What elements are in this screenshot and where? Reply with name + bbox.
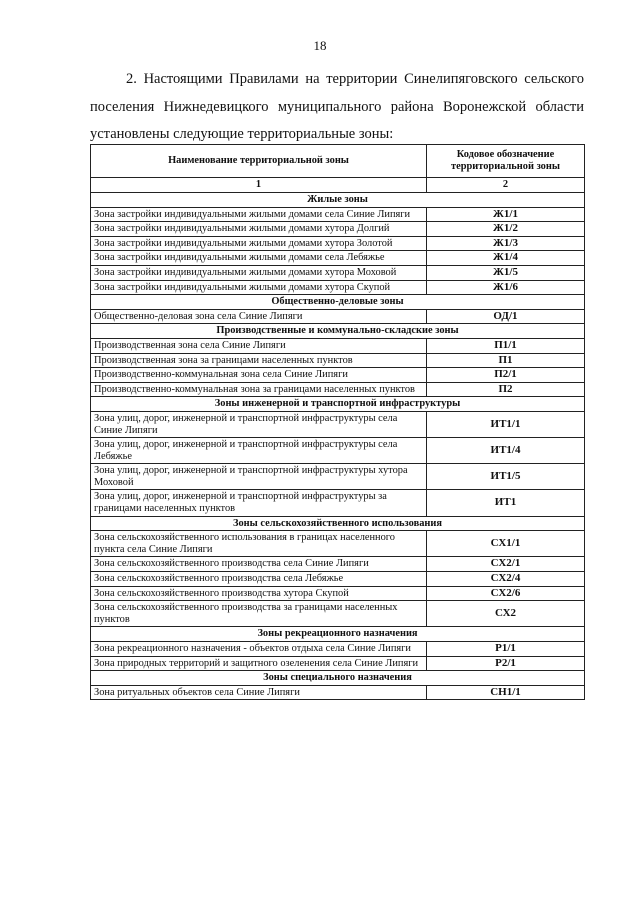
zone-code: СХ2/1 bbox=[427, 557, 585, 572]
section-title: Зоны сельскохозяйственного использования bbox=[91, 516, 585, 531]
zone-code: Ж1/5 bbox=[427, 265, 585, 280]
column-number-1: 1 bbox=[91, 178, 427, 193]
section-row bbox=[91, 193, 585, 208]
zone-code: Р1/1 bbox=[427, 642, 585, 657]
zone-name: Зона ритуальных объектов села Синие Липяги bbox=[91, 685, 427, 700]
zone-name: Зона застройки индивидуальными жилыми домами хутора Скупой bbox=[91, 280, 427, 295]
table-row bbox=[91, 572, 585, 587]
zone-name: Зона улиц, дорог, инженерной и транспортной инфраструктуры хутора Моховой bbox=[91, 464, 427, 490]
section-title: Общественно-деловые зоны bbox=[91, 295, 585, 310]
table-row bbox=[91, 411, 585, 437]
zone-name: Производственная зона за границами населенных пунктов bbox=[91, 353, 427, 368]
table-row bbox=[91, 464, 585, 490]
zone-name: Зона застройки индивидуальными жилыми домами хутора Моховой bbox=[91, 265, 427, 280]
table-row bbox=[91, 557, 585, 572]
table-row bbox=[91, 236, 585, 251]
zone-code: СН1/1 bbox=[427, 685, 585, 700]
zone-name: Зона застройки индивидуальными жилыми домами хутора Долгий bbox=[91, 222, 427, 237]
table-header-row bbox=[91, 145, 585, 178]
zone-code: ОД/1 bbox=[427, 309, 585, 324]
table-row bbox=[91, 382, 585, 397]
table-row bbox=[91, 280, 585, 295]
table-row bbox=[91, 656, 585, 671]
zone-name: Производственно-коммунальная зона села Синие Липяги bbox=[91, 368, 427, 383]
table-row bbox=[91, 642, 585, 657]
zone-code: Р2/1 bbox=[427, 656, 585, 671]
zone-code: Ж1/2 bbox=[427, 222, 585, 237]
section-title: Жилые зоны bbox=[91, 193, 585, 208]
section-title: Зоны инженерной и транспортной инфраструктуры bbox=[91, 397, 585, 412]
zone-name: Зона природных территорий и защитного озеленения села Синие Липяги bbox=[91, 656, 427, 671]
zones-table-body bbox=[91, 193, 585, 700]
zone-name: Зона застройки индивидуальными жилыми домами села Синие Липяги bbox=[91, 207, 427, 222]
table-row bbox=[91, 207, 585, 222]
zone-code: П1 bbox=[427, 353, 585, 368]
table-row bbox=[91, 586, 585, 601]
intro-paragraph bbox=[90, 66, 584, 149]
header-zone-code: Кодовое обозначение территориальной зоны bbox=[427, 145, 585, 178]
zone-code: Ж1/3 bbox=[427, 236, 585, 251]
zone-name: Зона сельскохозяйственного производства села Лебяжье bbox=[91, 572, 427, 587]
section-row bbox=[91, 295, 585, 310]
zone-name: Зона застройки индивидуальными жилыми домами хутора Золотой bbox=[91, 236, 427, 251]
zone-code: ИТ1 bbox=[427, 490, 585, 516]
column-number-2: 2 bbox=[427, 178, 585, 193]
page-number: 18 bbox=[313, 38, 327, 53]
section-title: Производственные и коммунально-складские зоны bbox=[91, 324, 585, 339]
zone-code: Ж1/1 bbox=[427, 207, 585, 222]
section-title: Зоны рекреационного назначения bbox=[91, 627, 585, 642]
zone-name: Зона сельскохозяйственного использования в границах населенного пункта села Синие Липяги bbox=[91, 531, 427, 557]
zone-name: Общественно-деловая зона села Синие Липяги bbox=[91, 309, 427, 324]
table-row bbox=[91, 685, 585, 700]
zone-code: ИТ1/4 bbox=[427, 438, 585, 464]
zone-name: Зона улиц, дорог, инженерной и транспортной инфраструктуры за границами населенных пунктов bbox=[91, 490, 427, 516]
table-row bbox=[91, 601, 585, 627]
intro-text: 2. Настоящими Правилами на территории Синелипяговского сельского поселения Нижнедевицкого муниципального района Воронежской области установлены следующие территориальные зоны: bbox=[90, 71, 584, 142]
table-row bbox=[91, 309, 585, 324]
section-row bbox=[91, 397, 585, 412]
table-row bbox=[91, 338, 585, 353]
header-zone-name: Наименование территориальной зоны bbox=[91, 145, 427, 178]
zones-table bbox=[90, 144, 585, 700]
zone-name: Зона сельскохозяйственного производства за границами населенных пунктов bbox=[91, 601, 427, 627]
table-row bbox=[91, 353, 585, 368]
zone-name: Зона улиц, дорог, инженерной и транспортной инфраструктуры села Синие Липяги bbox=[91, 411, 427, 437]
section-row bbox=[91, 324, 585, 339]
zone-code: Ж1/4 bbox=[427, 251, 585, 266]
section-row bbox=[91, 671, 585, 686]
table-row bbox=[91, 490, 585, 516]
zone-name: Зона застройки индивидуальными жилыми домами села Лебяжье bbox=[91, 251, 427, 266]
zone-code: СХ2 bbox=[427, 601, 585, 627]
zone-name: Производственно-коммунальная зона за границами населенных пунктов bbox=[91, 382, 427, 397]
zone-code: ИТ1/5 bbox=[427, 464, 585, 490]
table-row bbox=[91, 438, 585, 464]
zone-name: Зона рекреационного назначения - объектов отдыха села Синие Липяги bbox=[91, 642, 427, 657]
zone-code: СХ2/4 bbox=[427, 572, 585, 587]
zone-code: ИТ1/1 bbox=[427, 411, 585, 437]
section-title: Зоны специального назначения bbox=[91, 671, 585, 686]
table-row bbox=[91, 368, 585, 383]
zone-code: П2/1 bbox=[427, 368, 585, 383]
zone-code: П1/1 bbox=[427, 338, 585, 353]
table-row bbox=[91, 222, 585, 237]
table-row bbox=[91, 265, 585, 280]
zone-code: СХ2/6 bbox=[427, 586, 585, 601]
zone-code: Ж1/6 bbox=[427, 280, 585, 295]
zone-name: Производственная зона села Синие Липяги bbox=[91, 338, 427, 353]
zone-code: П2 bbox=[427, 382, 585, 397]
table-row bbox=[91, 251, 585, 266]
zone-name: Зона сельскохозяйственного производства хутора Скупой bbox=[91, 586, 427, 601]
table-row bbox=[91, 531, 585, 557]
section-row bbox=[91, 516, 585, 531]
column-number-row bbox=[91, 178, 585, 193]
zone-name: Зона улиц, дорог, инженерной и транспортной инфраструктуры села Лебяжье bbox=[91, 438, 427, 464]
section-row bbox=[91, 627, 585, 642]
zone-code: СХ1/1 bbox=[427, 531, 585, 557]
zone-name: Зона сельскохозяйственного производства села Синие Липяги bbox=[91, 557, 427, 572]
